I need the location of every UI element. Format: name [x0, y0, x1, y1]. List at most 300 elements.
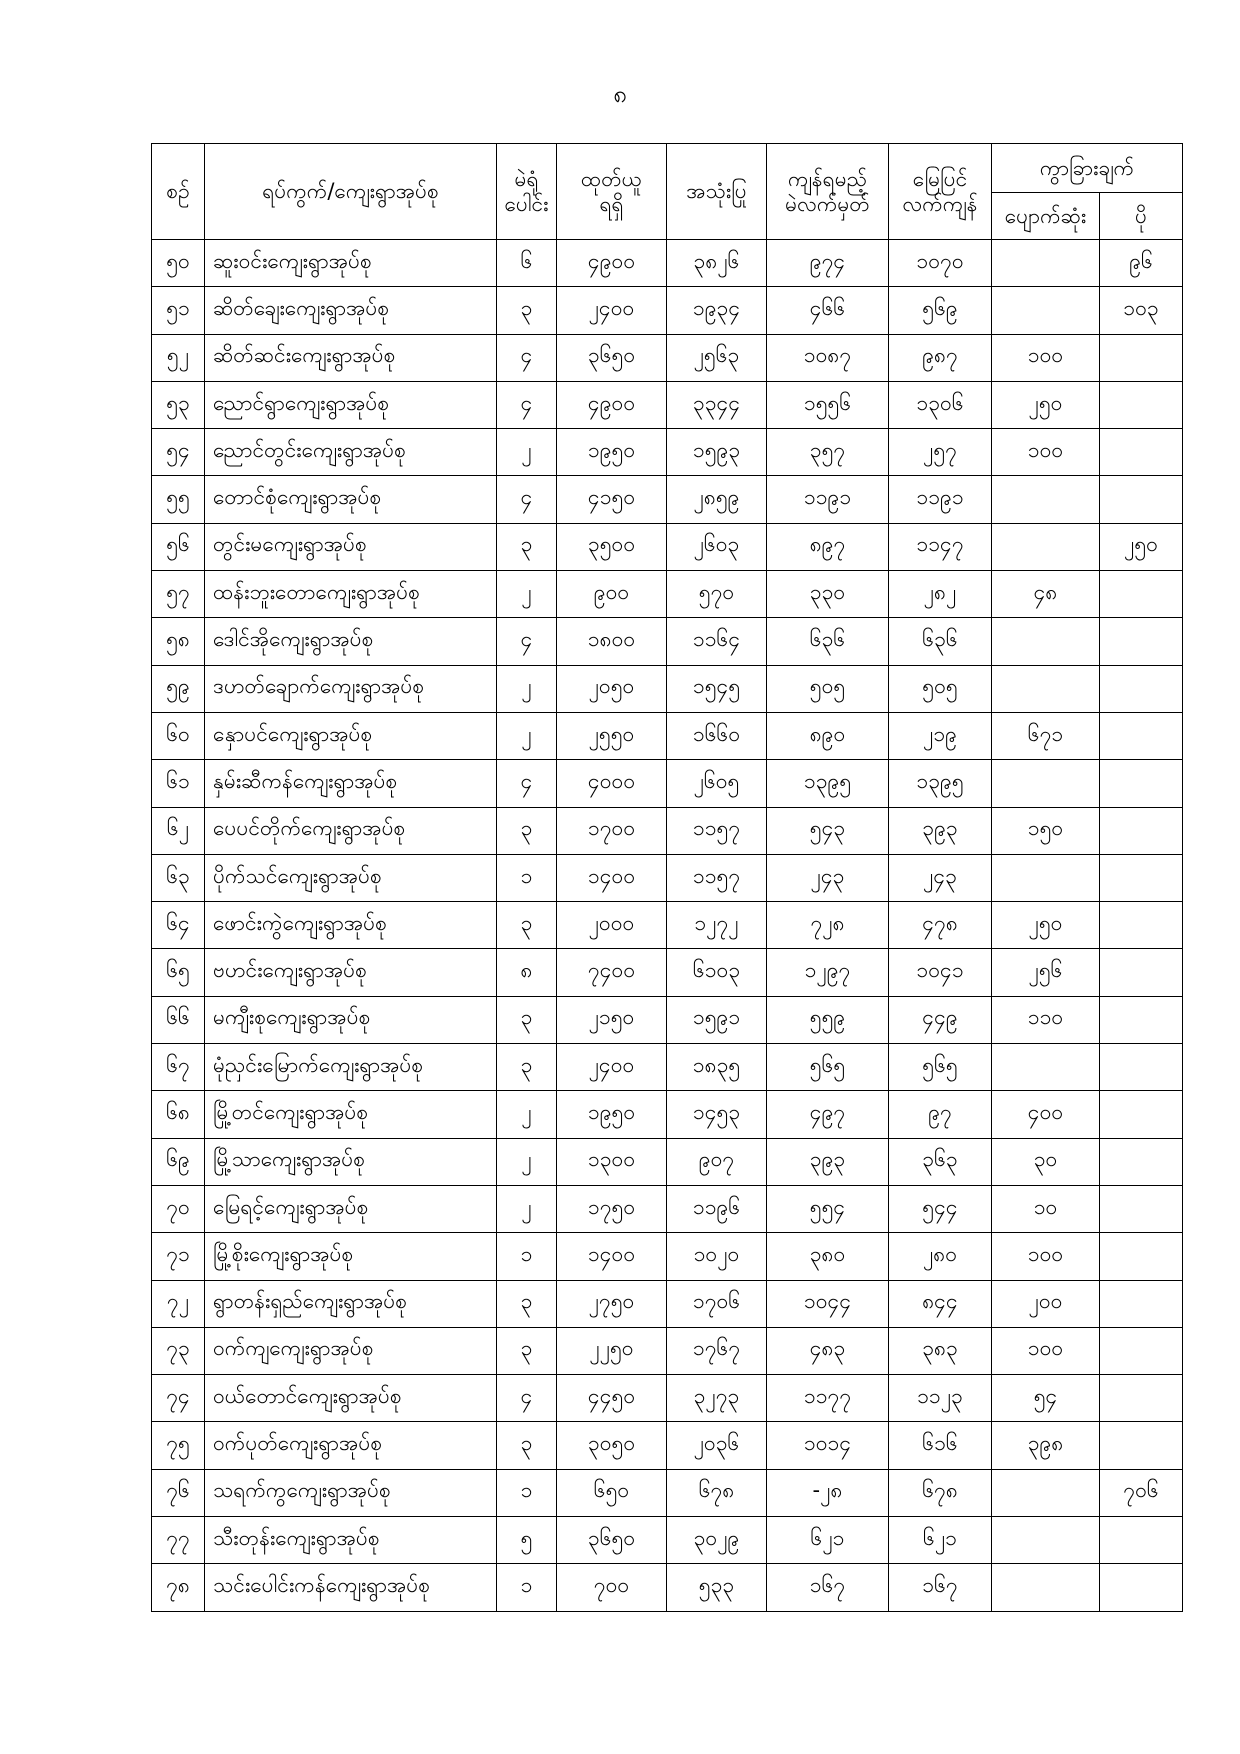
cell-actual: ၁၁၂၃ — [889, 1375, 992, 1422]
cell-remaining: ၃၈၀ — [767, 1233, 889, 1280]
cell-issued: ၄၄၅၀ — [557, 1375, 667, 1422]
table-row — [152, 1280, 1183, 1327]
cell-remaining: ၁၀၈၇ — [767, 334, 889, 381]
cell-lost: ၅၄ — [992, 1375, 1100, 1422]
cell-issued: ၄၉၀၀ — [557, 240, 667, 287]
cell-used: ၁၆၆၀ — [667, 712, 767, 759]
cell-name: ဒေါင်အိုကျေးရွာအုပ်စု — [205, 618, 497, 665]
cell-lost — [992, 1044, 1100, 1091]
cell-lost: ၂၅၀ — [992, 902, 1100, 949]
cell-name: ဖောင်းကွဲကျေးရွာအုပ်စု — [205, 902, 497, 949]
cell-no: ၅၄ — [152, 429, 205, 476]
cell-excess — [1100, 949, 1183, 996]
cell-used: ၅၃၃ — [667, 1564, 767, 1611]
cell-used: ၂၅၆၃ — [667, 334, 767, 381]
header-issued-line1: ထုတ်ယူ — [580, 167, 643, 192]
cell-remaining: ၃၃၀ — [767, 571, 889, 618]
table-row — [152, 1564, 1183, 1611]
table-row — [152, 949, 1183, 996]
cell-issued: ၂၄၀၀ — [557, 287, 667, 334]
cell-lost — [992, 665, 1100, 712]
cell-remaining: ၅၄၃ — [767, 807, 889, 854]
cell-no: ၆၀ — [152, 712, 205, 759]
cell-lost — [992, 1517, 1100, 1564]
cell-no: ၇၆ — [152, 1469, 205, 1516]
cell-no: ၇၀ — [152, 1185, 205, 1232]
cell-excess — [1100, 1422, 1183, 1469]
cell-lost: ၄၈ — [992, 571, 1100, 618]
cell-remaining: ၁၆၇ — [767, 1564, 889, 1611]
cell-excess — [1100, 1091, 1183, 1138]
cell-no: ၅၀ — [152, 240, 205, 287]
cell-excess — [1100, 1138, 1183, 1185]
cell-excess — [1100, 902, 1183, 949]
table-row — [152, 381, 1183, 428]
cell-h: ၂ — [497, 1138, 557, 1185]
cell-used: ၃၂၇၃ — [667, 1375, 767, 1422]
cell-used: ၁၁၉၆ — [667, 1185, 767, 1232]
cell-no: ၅၂ — [152, 334, 205, 381]
cell-excess — [1100, 476, 1183, 523]
cell-no: ၅၅ — [152, 476, 205, 523]
cell-h: ၁ — [497, 854, 557, 901]
table-wrapper — [151, 143, 1183, 1612]
cell-remaining: ၄၆၆ — [767, 287, 889, 334]
cell-no: ၅၃ — [152, 381, 205, 428]
cell-excess — [1100, 1517, 1183, 1564]
table-row — [152, 1233, 1183, 1280]
cell-h: ၃ — [497, 1044, 557, 1091]
cell-h: ၁ — [497, 1233, 557, 1280]
cell-actual: ၈၄၄ — [889, 1280, 992, 1327]
cell-excess — [1100, 1233, 1183, 1280]
cell-no: ၆၁ — [152, 760, 205, 807]
cell-no: ၅၁ — [152, 287, 205, 334]
cell-excess — [1100, 996, 1183, 1043]
cell-no: ၅၉ — [152, 665, 205, 712]
cell-h: ၃ — [497, 807, 557, 854]
table-row — [152, 665, 1183, 712]
cell-name: မြေရင့်ကျေးရွာအုပ်စု — [205, 1185, 497, 1232]
table-row — [152, 1517, 1183, 1564]
cell-h: ၂ — [497, 1185, 557, 1232]
cell-h: ၃ — [497, 1422, 557, 1469]
header-name: ရပ်ကွက်/ကျေးရွာအုပ်စု — [205, 144, 497, 240]
cell-excess: ၂၅၀ — [1100, 523, 1183, 570]
cell-name: ဆိတ်ချေးကျေးရွာအုပ်စု — [205, 287, 497, 334]
cell-name: နှောပင်ကျေးရွာအုပ်စု — [205, 712, 497, 759]
cell-h: ၂ — [497, 712, 557, 759]
cell-used: ၁၁၆၄ — [667, 618, 767, 665]
cell-actual: ၂၈၂ — [889, 571, 992, 618]
cell-name: ဝယ်တောင်ကျေးရွာအုပ်စု — [205, 1375, 497, 1422]
table-row — [152, 807, 1183, 854]
cell-no: ၇၅ — [152, 1422, 205, 1469]
cell-actual: ၁၁၉၁ — [889, 476, 992, 523]
cell-remaining: ၅၅၉ — [767, 996, 889, 1043]
cell-lost: ၂၅၀ — [992, 381, 1100, 428]
cell-h: ၁ — [497, 1469, 557, 1516]
cell-name: သရက်ကွကျေးရွာအုပ်စု — [205, 1469, 497, 1516]
cell-excess — [1100, 854, 1183, 901]
cell-remaining: ၄၈၃ — [767, 1327, 889, 1374]
header-used: အသုံးပြု — [667, 144, 767, 240]
cell-h: ၂ — [497, 665, 557, 712]
cell-h: ၄ — [497, 334, 557, 381]
cell-used: ၁၁၅၇ — [667, 807, 767, 854]
cell-h: ၁ — [497, 1564, 557, 1611]
table-row — [152, 429, 1183, 476]
cell-used: ၂၆၀၅ — [667, 760, 767, 807]
cell-lost — [992, 476, 1100, 523]
cell-used: ၁၉၃၄ — [667, 287, 767, 334]
cell-no: ၅၆ — [152, 523, 205, 570]
cell-issued: ၂၅၅၀ — [557, 712, 667, 759]
cell-actual: ၅၆၅ — [889, 1044, 992, 1091]
cell-no: ၇၃ — [152, 1327, 205, 1374]
cell-used: ၁၁၅၇ — [667, 854, 767, 901]
cell-actual: ၂၈၀ — [889, 1233, 992, 1280]
cell-excess — [1100, 665, 1183, 712]
cell-issued: ၃၆၅၀ — [557, 334, 667, 381]
cell-lost — [992, 240, 1100, 287]
cell-actual: ၅၀၅ — [889, 665, 992, 712]
cell-used: ၁၅၉၃ — [667, 429, 767, 476]
cell-used: ၁၀၂၀ — [667, 1233, 767, 1280]
cell-name: မုံညှင်းမြောက်ကျေးရွာအုပ်စု — [205, 1044, 497, 1091]
header-remaining — [767, 144, 889, 240]
cell-lost — [992, 287, 1100, 334]
cell-lost — [992, 760, 1100, 807]
cell-used: ၃၃၄၄ — [667, 381, 767, 428]
cell-no: ၆၅ — [152, 949, 205, 996]
cell-remaining: ၅၅၄ — [767, 1185, 889, 1232]
cell-actual: ၂၁၉ — [889, 712, 992, 759]
cell-name: ဗဟင်းကျေးရွာအုပ်စု — [205, 949, 497, 996]
cell-remaining: ၆၂၁ — [767, 1517, 889, 1564]
cell-lost: ၂၀၀ — [992, 1280, 1100, 1327]
cell-issued: ၄၉၀၀ — [557, 381, 667, 428]
cell-no: ၅၇ — [152, 571, 205, 618]
cell-excess — [1100, 381, 1183, 428]
cell-used: ၁၈၃၅ — [667, 1044, 767, 1091]
cell-used: ၁၅၄၅ — [667, 665, 767, 712]
cell-lost: ၁၅၀ — [992, 807, 1100, 854]
cell-issued: ၁၇၀၀ — [557, 807, 667, 854]
cell-name: ဒဟတ်ချောက်ကျေးရွာအုပ်စု — [205, 665, 497, 712]
cell-h: ၃ — [497, 287, 557, 334]
table-row — [152, 287, 1183, 334]
cell-actual: ၁၁၄၇ — [889, 523, 992, 570]
cell-name: မြို့တင်ကျေးရွာအုပ်စု — [205, 1091, 497, 1138]
header-households-line2: ပေါင်း — [504, 191, 549, 216]
cell-h: ၃ — [497, 1327, 557, 1374]
cell-issued: ၂၁၅၀ — [557, 996, 667, 1043]
cell-remaining: ၁၀၁၄ — [767, 1422, 889, 1469]
cell-name: ညောင်ရွာကျေးရွာအုပ်စု — [205, 381, 497, 428]
cell-used: ၃၀၂၉ — [667, 1517, 767, 1564]
cell-remaining: ၂၄၃ — [767, 854, 889, 901]
cell-issued: ၃၆၅၀ — [557, 1517, 667, 1564]
cell-issued: ၂၂၅၀ — [557, 1327, 667, 1374]
cell-h: ၆ — [497, 240, 557, 287]
table-body — [152, 240, 1183, 1612]
cell-issued: ၁၄၀၀ — [557, 854, 667, 901]
table-row — [152, 1138, 1183, 1185]
cell-name: မြို့စိုးကျေးရွာအုပ်စု — [205, 1233, 497, 1280]
cell-used: ၉၀၇ — [667, 1138, 767, 1185]
table-row — [152, 334, 1183, 381]
page-number: ၈ — [613, 80, 627, 108]
cell-remaining: ၃၅၇ — [767, 429, 889, 476]
cell-name: ဝက်ကျကျေးရွာအုပ်စု — [205, 1327, 497, 1374]
cell-lost — [992, 618, 1100, 665]
header-actual-line2: လက်ကျန် — [902, 191, 978, 216]
cell-issued: ၃၅၀၀ — [557, 523, 667, 570]
cell-issued: ၃၀၅၀ — [557, 1422, 667, 1469]
header-issued-line2: ရရှိ — [599, 191, 624, 216]
cell-lost: ၃၀ — [992, 1138, 1100, 1185]
cell-name: မကျီးစုကျေးရွာအုပ်စု — [205, 996, 497, 1043]
table-row — [152, 760, 1183, 807]
cell-h: ၄ — [497, 618, 557, 665]
cell-name: ဝက်ပုတ်ကျေးရွာအုပ်စု — [205, 1422, 497, 1469]
cell-actual: ၁၆၇ — [889, 1564, 992, 1611]
cell-excess — [1100, 1044, 1183, 1091]
cell-excess — [1100, 1327, 1183, 1374]
cell-h: ၄ — [497, 476, 557, 523]
table-row — [152, 902, 1183, 949]
cell-remaining: -၂၈ — [767, 1469, 889, 1516]
cell-lost — [992, 523, 1100, 570]
cell-no: ၆၇ — [152, 1044, 205, 1091]
cell-excess — [1100, 1280, 1183, 1327]
cell-actual: ၁၀၄၁ — [889, 949, 992, 996]
cell-remaining: ၅၆၅ — [767, 1044, 889, 1091]
header-issued — [557, 144, 667, 240]
cell-lost: ၆၇၁ — [992, 712, 1100, 759]
table-row — [152, 1185, 1183, 1232]
cell-remaining: ၆၃၆ — [767, 618, 889, 665]
cell-lost: ၂၅၆ — [992, 949, 1100, 996]
cell-h: ၈ — [497, 949, 557, 996]
cell-excess — [1100, 760, 1183, 807]
header-actual — [889, 144, 992, 240]
cell-actual: ၄၄၉ — [889, 996, 992, 1043]
cell-no: ၆၃ — [152, 854, 205, 901]
table-row — [152, 240, 1183, 287]
cell-name: ရွာတန်းရှည်ကျေးရွာအုပ်စု — [205, 1280, 497, 1327]
cell-name: ညောင်တွင်းကျေးရွာအုပ်စု — [205, 429, 497, 476]
cell-excess — [1100, 334, 1183, 381]
cell-no: ၆၈ — [152, 1091, 205, 1138]
header-excess: ပို — [1100, 193, 1183, 240]
cell-actual: ၃၉၃ — [889, 807, 992, 854]
cell-issued: ၇၄၀၀ — [557, 949, 667, 996]
cell-used: ၁၂၇၂ — [667, 902, 767, 949]
cell-actual: ၉၈၇ — [889, 334, 992, 381]
cell-h: ၃ — [497, 1280, 557, 1327]
cell-name: တောင်စုံကျေးရွာအုပ်စု — [205, 476, 497, 523]
cell-excess — [1100, 618, 1183, 665]
table-row — [152, 523, 1183, 570]
cell-actual: ၃၈၃ — [889, 1327, 992, 1374]
cell-excess — [1100, 1185, 1183, 1232]
cell-h: ၄ — [497, 1375, 557, 1422]
cell-lost: ၄၀၀ — [992, 1091, 1100, 1138]
cell-issued: ၁၉၅၀ — [557, 1091, 667, 1138]
cell-remaining: ၅၀၅ — [767, 665, 889, 712]
cell-issued: ၁၃၀၀ — [557, 1138, 667, 1185]
cell-actual: ၄၇၈ — [889, 902, 992, 949]
cell-actual: ၆၂၁ — [889, 1517, 992, 1564]
cell-remaining: ၈၉၀ — [767, 712, 889, 759]
cell-used: ၁၅၉၁ — [667, 996, 767, 1043]
header-actual-line1: မြေပြင် — [912, 167, 968, 192]
cell-issued: ၁၈၀၀ — [557, 618, 667, 665]
cell-used: ၆၁၀၃ — [667, 949, 767, 996]
cell-issued: ၆၅၀ — [557, 1469, 667, 1516]
header-households-line1: မဲရုံ — [514, 167, 539, 192]
cell-name: ထန်းဘူးတောကျေးရွာအုပ်စု — [205, 571, 497, 618]
cell-no: ၆၉ — [152, 1138, 205, 1185]
table-row — [152, 1469, 1183, 1516]
cell-actual: ၆၃၆ — [889, 618, 992, 665]
cell-issued: ၂၀၀၀ — [557, 902, 667, 949]
cell-issued: ၂၀၅၀ — [557, 665, 667, 712]
table-row — [152, 618, 1183, 665]
cell-no: ၇၇ — [152, 1517, 205, 1564]
cell-name: ဆိတ်ဆင်းကျေးရွာအုပ်စု — [205, 334, 497, 381]
cell-lost: ၁၀ — [992, 1185, 1100, 1232]
header-remaining-line2: မဲလက်မှတ် — [785, 191, 870, 216]
cell-issued: ၄၁၅၀ — [557, 476, 667, 523]
cell-name: ပေပင်တိုက်ကျေးရွာအုပ်စု — [205, 807, 497, 854]
cell-issued: ၂၄၀၀ — [557, 1044, 667, 1091]
table-row — [152, 996, 1183, 1043]
cell-h: ၃ — [497, 996, 557, 1043]
cell-issued: ၉၀၀ — [557, 571, 667, 618]
header-difference: ကွာခြားချက် — [992, 144, 1183, 193]
header-lost: ပျောက်ဆုံး — [992, 193, 1100, 240]
cell-no: ၇၁ — [152, 1233, 205, 1280]
cell-h: ၄ — [497, 760, 557, 807]
cell-actual: ၆၁၆ — [889, 1422, 992, 1469]
table-row — [152, 1422, 1183, 1469]
table-row — [152, 1327, 1183, 1374]
cell-used: ၂၀၃၆ — [667, 1422, 767, 1469]
cell-remaining: ၁၃၉၅ — [767, 760, 889, 807]
cell-actual: ၅၄၄ — [889, 1185, 992, 1232]
cell-name: နှမ်းဆီကန်ကျေးရွာအုပ်စု — [205, 760, 497, 807]
cell-no: ၆၄ — [152, 902, 205, 949]
cell-used: ၁၇၆၇ — [667, 1327, 767, 1374]
cell-actual: ၆၇၈ — [889, 1469, 992, 1516]
table-row — [152, 1375, 1183, 1422]
table-header — [152, 144, 1183, 240]
cell-no: ၆၂ — [152, 807, 205, 854]
cell-actual: ၅၆၉ — [889, 287, 992, 334]
cell-issued: ၁၉၅၀ — [557, 429, 667, 476]
cell-lost: ၁၁၀ — [992, 996, 1100, 1043]
cell-used: ၆၇၈ — [667, 1469, 767, 1516]
cell-remaining: ၉၇၄ — [767, 240, 889, 287]
cell-h: ၃ — [497, 523, 557, 570]
cell-h: ၂ — [497, 571, 557, 618]
cell-lost: ၁၀၀ — [992, 334, 1100, 381]
cell-used: ၅၇၀ — [667, 571, 767, 618]
cell-used: ၁၄၅၃ — [667, 1091, 767, 1138]
cell-h: ၅ — [497, 1517, 557, 1564]
cell-name: ပိုက်သင်ကျေးရွာအုပ်စု — [205, 854, 497, 901]
cell-name: မြို့သာကျေးရွာအုပ်စု — [205, 1138, 497, 1185]
cell-h: ၄ — [497, 381, 557, 428]
cell-excess: ၁၀၃ — [1100, 287, 1183, 334]
table-row — [152, 712, 1183, 759]
cell-no: ၇၈ — [152, 1564, 205, 1611]
cell-issued: ၁၇၅၀ — [557, 1185, 667, 1232]
cell-name: ဆူးဝင်းကျေးရွာအုပ်စု — [205, 240, 497, 287]
cell-remaining: ၁၁၉၁ — [767, 476, 889, 523]
cell-issued: ၇၀၀ — [557, 1564, 667, 1611]
cell-lost: ၃၉၈ — [992, 1422, 1100, 1469]
cell-name: သီးတုန်းကျေးရွာအုပ်စု — [205, 1517, 497, 1564]
cell-lost — [992, 1564, 1100, 1611]
cell-remaining: ၃၉၃ — [767, 1138, 889, 1185]
header-households — [497, 144, 557, 240]
cell-actual: ၉၇ — [889, 1091, 992, 1138]
cell-actual: ၂၅၇ — [889, 429, 992, 476]
cell-name: သင်းပေါင်းကန်ကျေးရွာအုပ်စု — [205, 1564, 497, 1611]
cell-lost: ၁၀၀ — [992, 1233, 1100, 1280]
cell-excess — [1100, 1564, 1183, 1611]
table-row — [152, 571, 1183, 618]
cell-excess — [1100, 1375, 1183, 1422]
table-row — [152, 1091, 1183, 1138]
results-table — [151, 143, 1183, 1612]
cell-remaining: ၈၉၇ — [767, 523, 889, 570]
cell-used: ၂၈၅၉ — [667, 476, 767, 523]
cell-name: တွင်းမကျေးရွာအုပ်စု — [205, 523, 497, 570]
table-row — [152, 476, 1183, 523]
table-row — [152, 854, 1183, 901]
cell-no: ၆၆ — [152, 996, 205, 1043]
cell-remaining: ၁၅၅၆ — [767, 381, 889, 428]
cell-used: ၂၆၀၃ — [667, 523, 767, 570]
cell-h: ၂ — [497, 429, 557, 476]
cell-h: ၂ — [497, 1091, 557, 1138]
cell-excess — [1100, 712, 1183, 759]
cell-actual: ၂၄၃ — [889, 854, 992, 901]
cell-lost: ၁၀၀ — [992, 429, 1100, 476]
cell-no: ၇၂ — [152, 1280, 205, 1327]
cell-h: ၃ — [497, 902, 557, 949]
cell-excess — [1100, 571, 1183, 618]
cell-remaining: ၁၂၉၇ — [767, 949, 889, 996]
cell-excess: ၇၀၆ — [1100, 1469, 1183, 1516]
cell-issued: ၂၇၅၀ — [557, 1280, 667, 1327]
header-no: စဉ် — [152, 144, 205, 240]
cell-used: ၁၇၀၆ — [667, 1280, 767, 1327]
table-row — [152, 1044, 1183, 1091]
cell-actual: ၃၆၃ — [889, 1138, 992, 1185]
cell-excess — [1100, 807, 1183, 854]
cell-issued: ၄၀၀၀ — [557, 760, 667, 807]
cell-excess: ၉၆ — [1100, 240, 1183, 287]
cell-excess — [1100, 429, 1183, 476]
cell-remaining: ၇၂၈ — [767, 902, 889, 949]
cell-lost: ၁၀၀ — [992, 1327, 1100, 1374]
